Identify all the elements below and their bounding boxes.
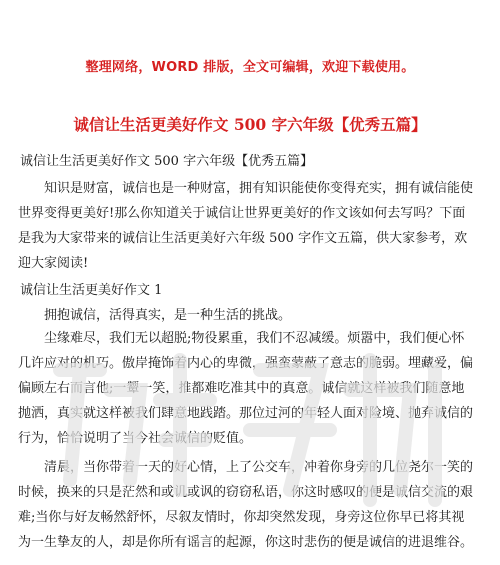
paragraph-line: 清晨，当你带着一天的好心情，上了公交车，冲着你身旁的几位尧尔一笑的 [44, 460, 474, 475]
paragraph-line: 难;当你与好友畅然舒怀，尽叙友情时，你却突然发现，身旁这位你早已将其视 [18, 510, 465, 525]
essay-opening-line: 拥抱诚信，活得真实，是一种生活的挑战。 [44, 308, 292, 323]
intro-line: 迎大家阅读! [18, 256, 89, 271]
paragraph-line: 几许应对的机巧。傲岸掩饰着内心的卑微，强蛮蒙蔽了意志的脆弱。埋藏爱，偏 [18, 356, 474, 371]
paragraph-line: 抛洒，真实就这样被我们肆意地践踏。那位过河的年轻人面对险境、抛弃诚信的 [18, 406, 474, 421]
document-subtitle: 诚信让生活更美好作文 500 字六年级【优秀五篇】 [20, 154, 314, 169]
essay-heading: 诚信让生活更美好作文 1 [20, 283, 163, 298]
intro-line: 是我为大家带来的诚信让生活更美好六年级 500 字作文五篇，供大家参考，欢 [18, 231, 468, 246]
intro-line: 世界变得更美好!那么你知道关于诚信让世界更美好的作文该如何去写吗？下面 [18, 206, 466, 221]
download-notice: 整理网络，WORD 排版，全文可编辑，欢迎下载使用。 [85, 60, 415, 75]
paragraph-line: 尘缘难尽，我们无以超脱;物役累重，我们不忍减缓。烦嚣中，我们便心怀 [44, 331, 465, 346]
paragraph-line: 为一生挚友的人，却是你所有谣言的起源，你这时悲伤的便是诚信的进退维谷。 [18, 535, 474, 550]
document-title: 诚信让生活更美好作文 500 字六年级【优秀五篇】 [73, 115, 427, 134]
essay-paragraph [18, 455, 480, 555]
intro-paragraph [18, 176, 480, 276]
essay-paragraph [18, 326, 480, 451]
paragraph-line: 偏顾左右而言他;一颦一笑，推都难吃准其中的真意。诚信就这样被我们随意地 [18, 381, 465, 396]
intro-line: 知识是财富，诚信也是一种财富，拥有知识能使你变得充实，拥有诚信能使 [44, 181, 474, 196]
paragraph-line: 行为，恰恰说明了当今社会诚信的贬值。 [18, 431, 253, 446]
paragraph-line: 时候，换来的只是茫然和或讥或讽的窃窃私语，你这时感叹的便是诚信交流的艰 [18, 485, 474, 500]
